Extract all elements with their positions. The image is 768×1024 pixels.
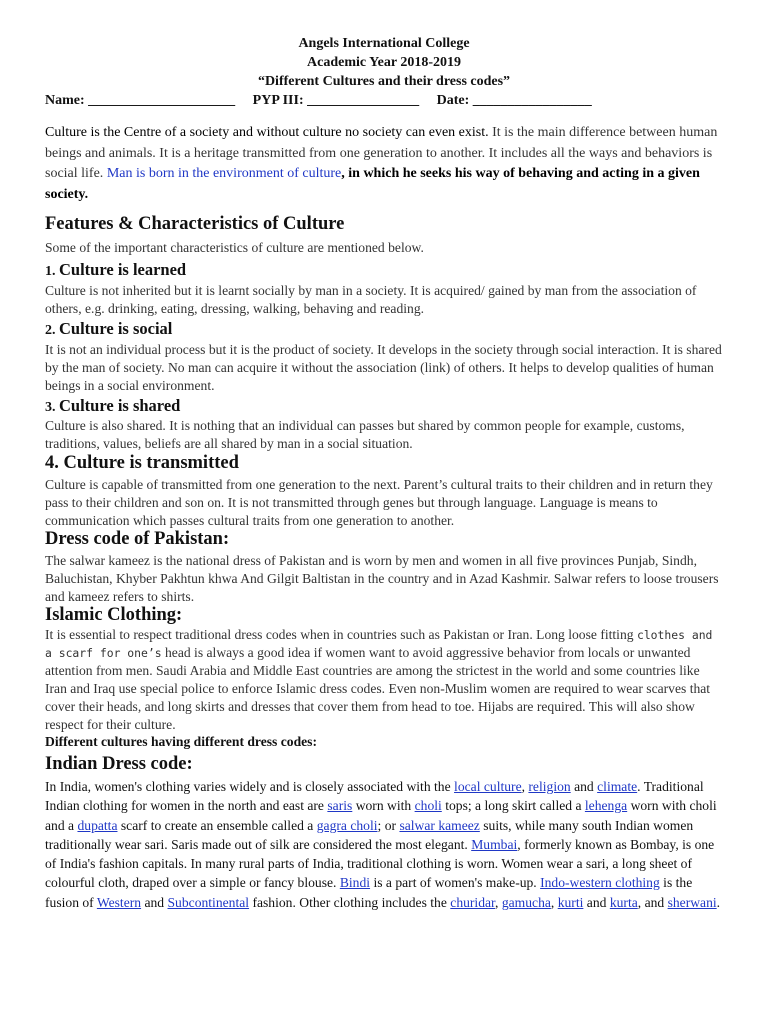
india-text: fashion. Other clothing includes the: [249, 894, 451, 910]
feature-1-title: Culture is learned: [59, 260, 187, 279]
india-text: ,: [521, 779, 529, 794]
feature-2-title: Culture is social: [59, 319, 173, 338]
pakistan-text: The salwar kameez is the national dress of Pakistan and is worn by men and women in all five provinces Punjab, Sindh, Baluchistan, Khyber Pakhtun khwa And Gilgit Baltistan in the country and in Azad Kashmir. Salwar refers to loose trousers and kameez refers to shirts.: [45, 553, 719, 604]
intro-sentence-1: Culture is the Centre of a society and without culture no society can even exist.: [45, 125, 489, 140]
link-gamucha[interactable]: gamucha: [501, 894, 551, 910]
india-text: . Traditional Indian clothing for women in the north and east are: [45, 779, 704, 814]
link-saris[interactable]: saris: [327, 798, 353, 814]
link-salwar-kameez[interactable]: salwar kameez: [399, 817, 480, 833]
india-text: worn with: [352, 798, 415, 814]
link-climate[interactable]: climate: [597, 779, 638, 794]
islamic-text: [45, 626, 723, 734]
feature-3-title: Culture is shared: [59, 396, 181, 415]
feature-3-heading: [45, 396, 723, 416]
feature-4-number: 4.: [45, 453, 64, 473]
link-kurta[interactable]: kurta: [609, 894, 638, 910]
link-religion[interactable]: religion: [528, 779, 571, 794]
date-field: Date: _________________: [436, 93, 592, 108]
feature-4-title: Culture is transmitted: [63, 453, 239, 473]
india-text: , formerly known as Bombay, is one of India's fashion capitals. In many rural parts of India, traditional clothing is worn. Women wear a sari, a long sheet of colourful cloth, draped over a simple or fancy blouse.: [45, 836, 715, 891]
pyp-field: PYP III: ________________: [252, 93, 420, 108]
link-bindi[interactable]: Bindi: [339, 875, 371, 891]
intro-paragraph: [45, 123, 723, 205]
india-text: tops; a long skirt called a: [441, 798, 585, 814]
india-text: and: [141, 894, 168, 910]
student-info-line: [45, 93, 745, 109]
india-text: ,: [550, 894, 558, 910]
intro-highlight: Man is born in the environment of culture: [106, 166, 342, 181]
link-western[interactable]: Western: [96, 894, 142, 910]
academic-year: Academic Year 2018-2019: [307, 55, 461, 70]
link-lehenga[interactable]: lehenga: [584, 798, 628, 814]
india-text: is the fusion of: [45, 875, 693, 910]
name-field: Name: _____________________: [45, 93, 236, 108]
feature-2-text: It is not an individual process but it is the product of society. It develops in the society through social interaction. It is shared by the man of society. No man can acquire it without the association (link) of others. It helps to develop qualities of human beings in a social environment.: [45, 342, 722, 393]
link-sherwani[interactable]: sherwani: [667, 894, 717, 910]
link-dupatta[interactable]: dupatta: [77, 817, 118, 833]
india-text: worn with choli and a: [45, 798, 717, 833]
islamic-text-2: clothes and a scarf for one’s: [45, 628, 713, 660]
india-text: , and: [637, 894, 668, 910]
islamic-text-3: head is always a good idea if women want to avoid aggressive behavior from locals or unwanted attention from men. Saudi Arabia and Middle East countries are among the strictest in the world and some countries like Iran and Iraq use special police to enforce Islamic dress codes. Even non-Muslim women are required to wear scarves that cover their heads, and long skirts and dresses that cover them from head to toe. Hijabs are required. This will also show respect for their culture.: [45, 645, 711, 732]
india-text: and: [583, 894, 610, 910]
link-choli[interactable]: choli: [414, 798, 442, 814]
dress-codes-subheading: Different cultures having different dress codes:: [45, 734, 317, 749]
features-heading: Features & Characteristics of Culture: [45, 214, 345, 234]
link-mumbai[interactable]: Mumbai: [471, 836, 518, 852]
feature-1-text: Culture is not inherited but it is learnt socially by man in a society. It is acquired/ gained by man from the association of others, e.g. drinking, eating, dressing, walking, behaving and reading.: [45, 283, 697, 316]
link-gagra-choli[interactable]: gagra choli: [316, 817, 378, 833]
link-kurti[interactable]: kurti: [557, 894, 584, 910]
link-indo-western-clothing[interactable]: Indo-western clothing: [540, 875, 660, 891]
islamic-heading: Islamic Clothing:: [45, 605, 183, 625]
india-text: and: [570, 779, 598, 794]
india-text: is a part of women's make-up.: [370, 875, 541, 891]
india-text: suits, while many south Indian women traditionally wear sari. Saris made out of silk are considered the most elegant.: [45, 817, 694, 852]
document-topic: “Different Cultures and their dress codes”: [257, 74, 511, 89]
feature-4-text: Culture is capable of transmitted from one generation to the next. Parent’s cultural traits to their children and in return they pass to their children and son on. It is not transmitted through genes but through language. Language is means to communication which passes cultural traits from one generation to another.: [45, 477, 713, 528]
islamic-text-1: It is essential to respect traditional dress codes when in countries such as Pakistan or Iran. Long loose fitting: [45, 627, 634, 642]
feature-3-text: Culture is also shared. It is nothing that an individual can passes but shared by common people for example, customs, traditions, values, beliefs are all shared by man in a social situation.: [45, 418, 685, 451]
india-paragraph: [45, 777, 723, 912]
india-heading: Indian Dress code:: [45, 754, 193, 774]
india-text: In India, women's clothing varies widely and is closely associated with the: [45, 779, 455, 794]
pakistan-heading: Dress code of Pakistan:: [45, 529, 230, 549]
india-text: scarf to create an ensemble called a: [117, 817, 317, 833]
intro-sentence-4: , in which he seeks his way of behaving and acting in a given society.: [45, 166, 700, 202]
feature-4-heading: [45, 453, 723, 474]
link-churidar[interactable]: churidar: [450, 894, 496, 910]
feature-2-number: 2.: [45, 323, 59, 338]
feature-3-number: 3.: [45, 400, 59, 415]
feature-2-heading: [45, 319, 723, 339]
intro-sentence-2: It is the main difference between human beings and animals. It is a heritage transmitted from one generation to another. It includes all the ways and behaviors is social life.: [45, 125, 718, 181]
feature-1-number: 1.: [45, 264, 59, 279]
india-text: ,: [495, 894, 502, 910]
link-subcontinental[interactable]: Subcontinental: [167, 894, 250, 910]
india-text: .: [716, 894, 721, 910]
india-text: ; or: [377, 817, 400, 833]
feature-1-heading: [45, 260, 723, 280]
link-local-culture[interactable]: local culture: [454, 779, 522, 794]
features-lead: Some of the important characteristics of culture are mentioned below.: [45, 240, 424, 255]
college-name: Angels International College: [298, 36, 470, 51]
